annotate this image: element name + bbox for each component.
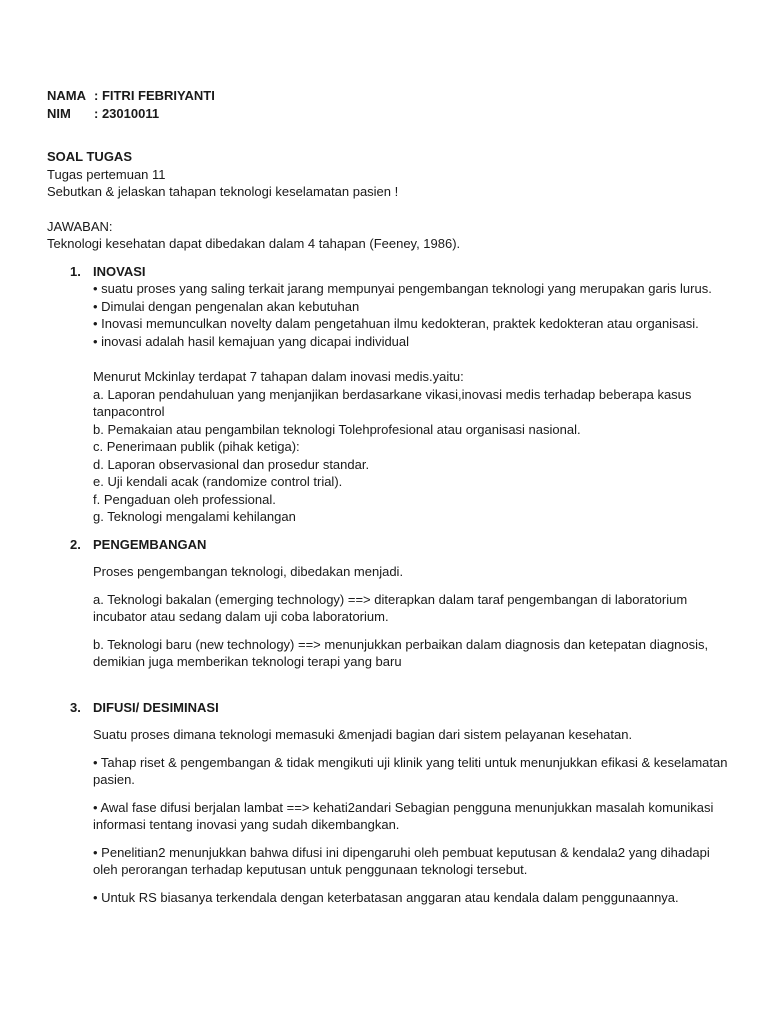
mckinlay-intro: Menurut Mckinlay terdapat 7 tahapan dalam inovasi medis.yaitu: — [93, 369, 464, 384]
list-item: a. Laporan pendahuluan yang menjanjikan berdasarkane vikasi,inovasi medis terhadap beberapa kasus tanpacontrol — [93, 386, 692, 419]
answer-heading: JAWABAN: — [47, 218, 113, 234]
paragraph: Proses pengembangan teknologi, dibedakan menjadi. — [93, 564, 404, 579]
paragraph: • Tahap riset & pengembangan & tidak mengikuti uji klinik yang teliti untuk menunjukkan efikasi & keselamatan pasien. — [93, 754, 728, 787]
list-item: e. Uji kendali acak (randomize control trial). — [93, 474, 343, 489]
list-item: g. Teknologi mengalami kehilangan — [93, 509, 296, 524]
name-row — [47, 87, 737, 105]
paragraph: a. Teknologi bakalan (emerging technology) ==> diterapkan dalam taraf pengembangan di laboratorium incubator atau sedang dalam uji coba laboratorium. — [93, 591, 688, 624]
nim-value: : 23010011 — [94, 105, 160, 121]
section-inovasi — [47, 263, 737, 526]
section-title: DIFUSI/ DESIMINASI — [93, 699, 219, 715]
list-item: • inovasi adalah hasil kemajuan yang dicapai individual — [93, 333, 410, 349]
section-number: 3. — [70, 699, 81, 715]
list-item: c. Penerimaan publik (pihak ketiga): — [93, 439, 300, 454]
paragraph: • Penelitian2 menunjukkan bahwa difusi ini dipengaruhi oleh pembuat keputusan & kendala2 yang dihadapi oleh perorangan terhadap keputusan untuk penggunaan teknologi tersebut. — [93, 844, 710, 877]
task-line-2: Sebutkan & jelaskan tahapan teknologi keselamatan pasien ! — [47, 184, 399, 199]
paragraph: • Untuk RS biasanya terkendala dengan keterbatasan anggaran atau kendala dalam penggunaannya. — [93, 889, 679, 905]
section-title: INOVASI — [93, 263, 146, 279]
paragraph: Suatu proses dimana teknologi memasuki &menjadi bagian dari sistem pelayanan kesehatan. — [93, 727, 633, 742]
paragraph: • Awal fase difusi berjalan lambat ==> kehati2andari Sebagian pengguna menunjukkan masalah komunikasi informasi tentang inovasi yang sudah dikembangkan. — [93, 799, 714, 832]
name-label: NAMA — [47, 88, 86, 103]
section-pengembangan — [47, 536, 737, 671]
nim-label: NIM — [47, 105, 71, 121]
list-item: b. Pemakaian atau pengambilan teknologi Tolehprofesional atau organisasi nasional. — [93, 421, 581, 437]
list-item: • suatu proses yang saling terkait jarang mempunyai pengembangan teknologi yang merupakan garis lurus. — [93, 281, 712, 296]
section-title: PENGEMBANGAN — [93, 536, 207, 552]
list-item: d. Laporan observasional dan prosedur standar. — [93, 456, 370, 472]
document-page — [47, 87, 737, 906]
list-item: • Dimulai dengan pengenalan akan kebutuhan — [93, 298, 360, 314]
task-line-1: Tugas pertemuan 11 — [47, 166, 166, 182]
list-item: f. Pengaduan oleh professional. — [93, 491, 276, 507]
name-value: : FITRI FEBRIYANTI — [94, 88, 215, 103]
paragraph: b. Teknologi baru (new technology) ==> menunjukkan perbaikan dalam diagnosis dan ketepatan diagnosis, demikian juga memberikan teknologi terapi yang baru — [93, 636, 709, 669]
section-number: 1. — [70, 263, 81, 279]
nim-row — [47, 105, 737, 123]
list-item: • Inovasi memunculkan novelty dalam pengetahuan ilmu kedokteran, praktek kedokteran atau organisasi. — [93, 316, 699, 331]
answer-intro: Teknologi kesehatan dapat dibedakan dalam 4 tahapan (Feeney, 1986). — [47, 236, 461, 251]
section-difusi — [47, 699, 737, 907]
task-heading: SOAL TUGAS — [47, 149, 132, 164]
section-number: 2. — [70, 536, 81, 552]
